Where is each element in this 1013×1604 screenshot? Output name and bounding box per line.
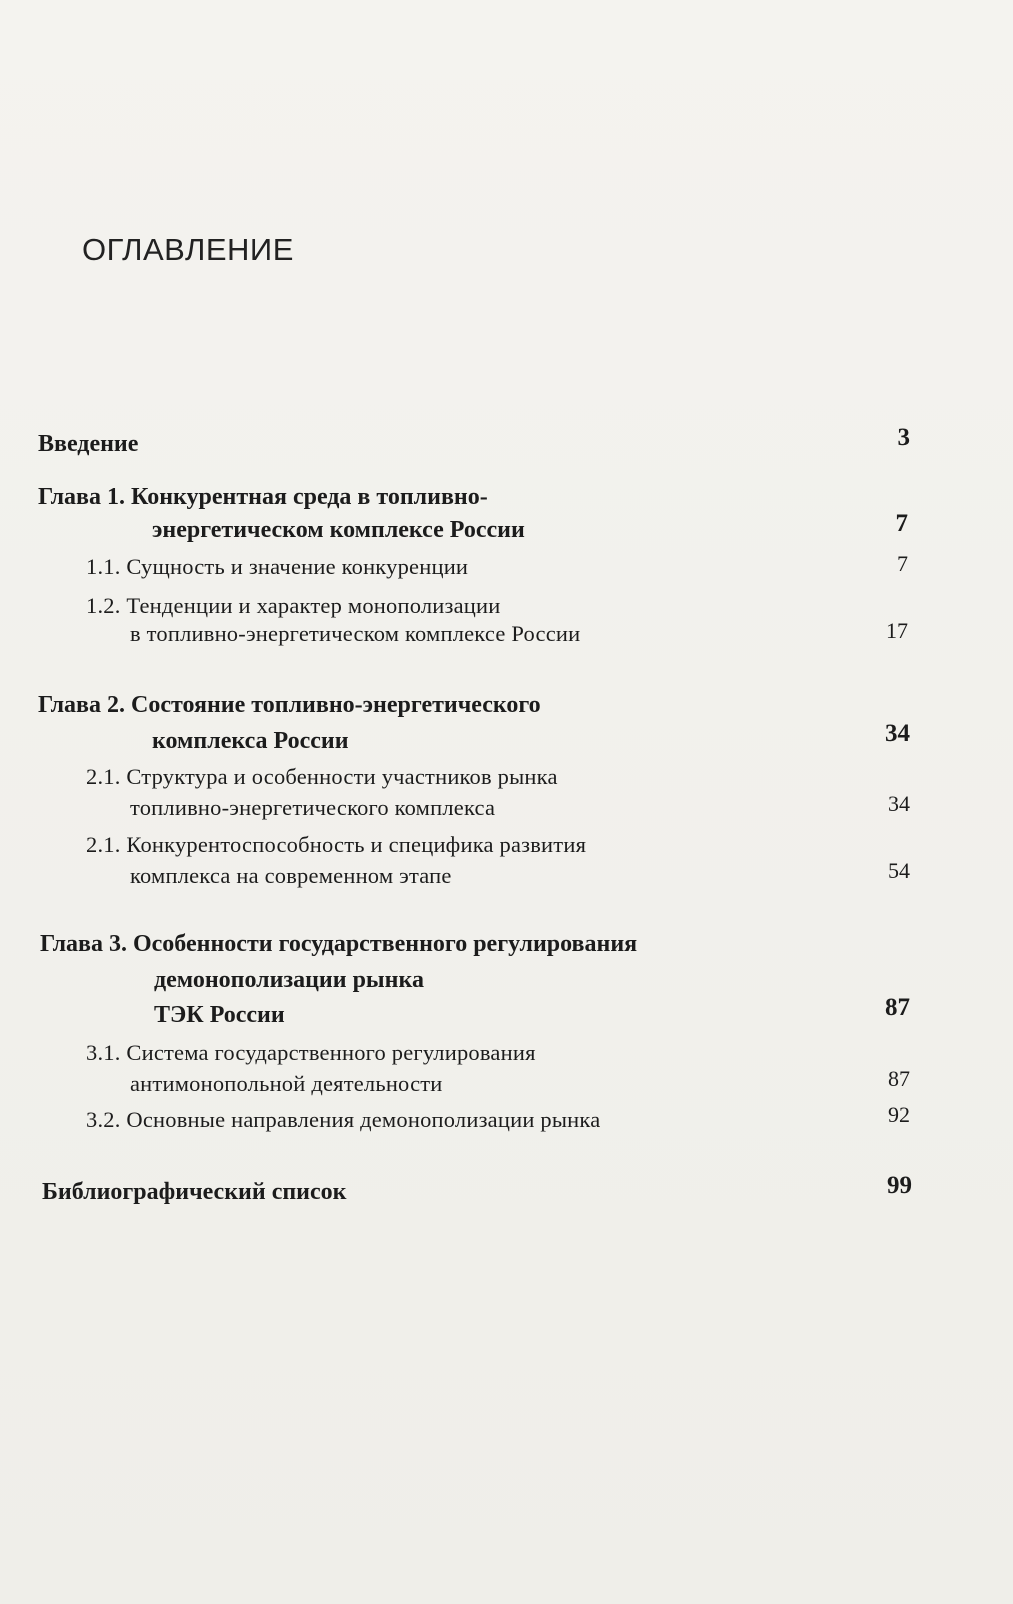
- toc-ch1-s2-line2: в топливно-энергетическом комплексе России: [130, 621, 581, 646]
- toc-ch1-line1: Глава 1. Конкурентная среда в топливно-: [38, 484, 488, 510]
- toc-ch3-page: 87: [885, 994, 910, 1021]
- toc-intro-title: Введение: [38, 431, 139, 457]
- toc-ch3-line1: Глава 3. Особенности государственного регулирования: [40, 931, 638, 957]
- toc-ch3-s2-line1: 3.2. Основные направления демонополизации рынка: [86, 1107, 601, 1132]
- toc-ch2-s1-page: 34: [888, 791, 910, 816]
- toc-ch2-s2-page: 54: [888, 858, 910, 883]
- toc-intro-page: 3: [897, 424, 910, 451]
- toc-ch2-line2: комплекса России: [152, 728, 349, 754]
- toc-ch2-s1-line1: 2.1. Структура и особенности участников рынка: [86, 764, 558, 789]
- page-title: ОГЛАВЛЕНИЕ: [82, 232, 294, 267]
- toc-ch2-line1: Глава 2. Состояние топливно-энергетического: [38, 692, 541, 718]
- toc-ch3-s2-page: 92: [888, 1102, 910, 1127]
- toc-biblio-page: 99: [887, 1172, 912, 1199]
- toc-ch1-s1-line1: 1.1. Сущность и значение конкуренции: [86, 554, 469, 579]
- toc-ch3-line2: демонополизации рынка: [154, 967, 424, 993]
- toc-ch1-page: 7: [895, 510, 908, 537]
- toc-ch1-s2-page: 17: [886, 618, 908, 643]
- toc-ch3-s1-page: 87: [888, 1066, 910, 1091]
- toc-ch1-s2-line1: 1.2. Тенденции и характер монополизации: [86, 593, 501, 618]
- toc-ch2-s2-line1: 2.1. Конкурентоспособность и специфика развития: [86, 832, 587, 857]
- toc-ch3-s1-line1: 3.1. Система государственного регулирования: [86, 1040, 536, 1065]
- toc-ch2-s1-line2: топливно-энергетического комплекса: [130, 795, 496, 820]
- toc-ch3-s1-line2: антимонопольной деятельности: [130, 1071, 443, 1096]
- toc-biblio-title: Библиографический список: [42, 1179, 347, 1205]
- toc-ch2-page: 34: [885, 720, 910, 747]
- toc-ch3-line3: ТЭК России: [154, 1002, 285, 1028]
- toc-ch2-s2-line2: комплекса на современном этапе: [130, 863, 452, 888]
- toc-ch1-s1-page: 7: [897, 551, 908, 576]
- toc-ch1-line2: энергетическом комплексе России: [152, 517, 525, 543]
